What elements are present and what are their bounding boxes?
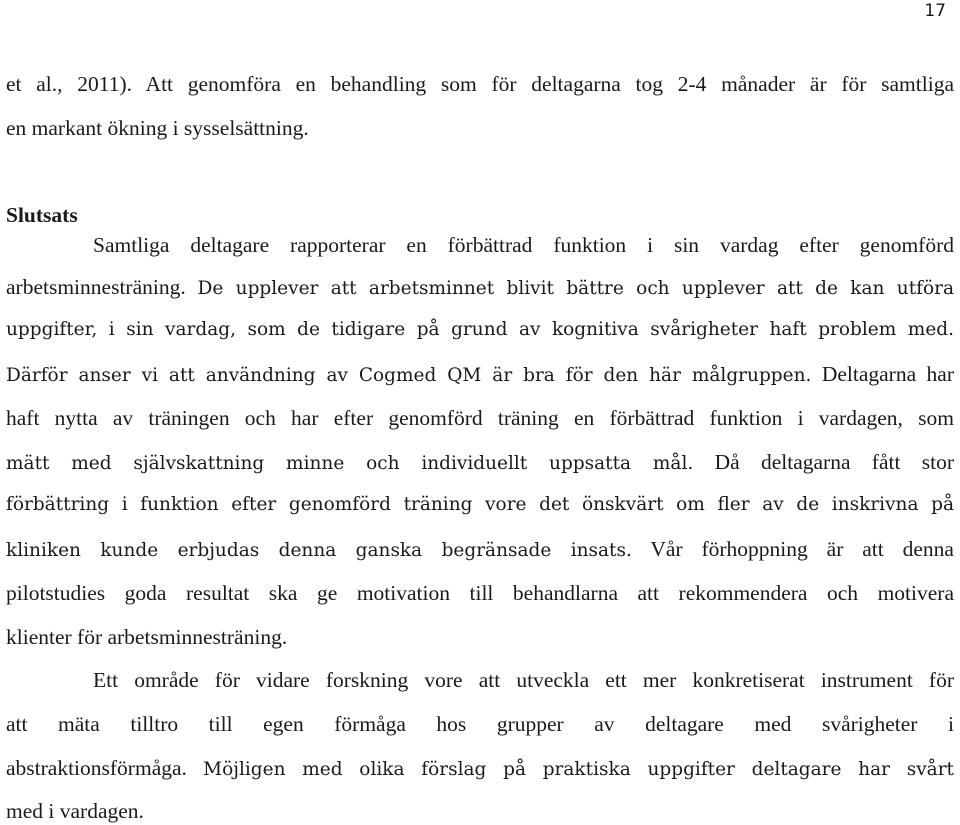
text-line: att mäta tilltro till egen förmåga hos grupper av deltagare med svårigheter i: [6, 712, 954, 736]
text-line: förbättring i funktion efter genomförd träning vore det önskvärt om fler av de inskrivna på: [6, 494, 954, 515]
text-segment: Då deltagarna fått stor: [714, 450, 954, 474]
text-line-mixed: [6, 448, 954, 478]
text-segment: arbetsminnesträning.: [6, 275, 186, 299]
text-segment: De upplever att arbetsminnet blivit bättre och upplever att de kan utföra: [197, 278, 954, 299]
text-line: Ett område för vidare forskning vore att utveckla ett mer konkretiserat instrument för: [93, 668, 954, 692]
text-segment: Möjligen med olika förslag på praktiska uppgifter deltagare har svårt: [203, 759, 954, 780]
text-segment: Vår förhoppning är att denna: [650, 537, 954, 561]
text-line: en markant ökning i sysselsättning.: [6, 116, 309, 140]
text-line-mixed: [6, 535, 954, 565]
page-number: 17: [924, 1, 946, 21]
text-segment: abstraktionsförmåga.: [6, 756, 187, 780]
text-line: pilotstudies goda resultat ska ge motivation till behandlarna att rekommendera och motivera: [6, 581, 954, 605]
text-line-mixed: [6, 754, 954, 784]
text-segment: Deltagarna har: [821, 362, 954, 386]
text-line: haft nytta av träningen och har efter genomförd träning en förbättrad funktion i vardagen, som: [6, 406, 954, 430]
text-segment: kliniken kunde erbjudas denna ganska begränsade insats.: [6, 540, 632, 561]
text-line: klienter för arbetsminnesträning.: [6, 625, 288, 649]
section-heading: Slutsats: [6, 203, 78, 227]
text-segment: mätt med självskattning minne och individuellt uppsatta mål.: [6, 453, 694, 474]
text-line: med i vardagen.: [6, 799, 144, 823]
text-line: Samtliga deltagare rapporterar en förbättrad funktion i sin vardag efter genomförd: [93, 233, 954, 257]
text-line: et al., 2011). Att genomföra en behandling som för deltagarna tog 2-4 månader är för samtliga: [6, 72, 954, 96]
text-line-mixed: [6, 360, 954, 390]
text-line-mixed: [6, 273, 954, 303]
text-segment: Därför anser vi att användning av Cogmed QM är bra för den här målgruppen.: [6, 365, 812, 386]
text-line: uppgifter, i sin vardag, som de tidigare på grund av kognitiva svårigheter haft problem med.: [6, 319, 954, 340]
